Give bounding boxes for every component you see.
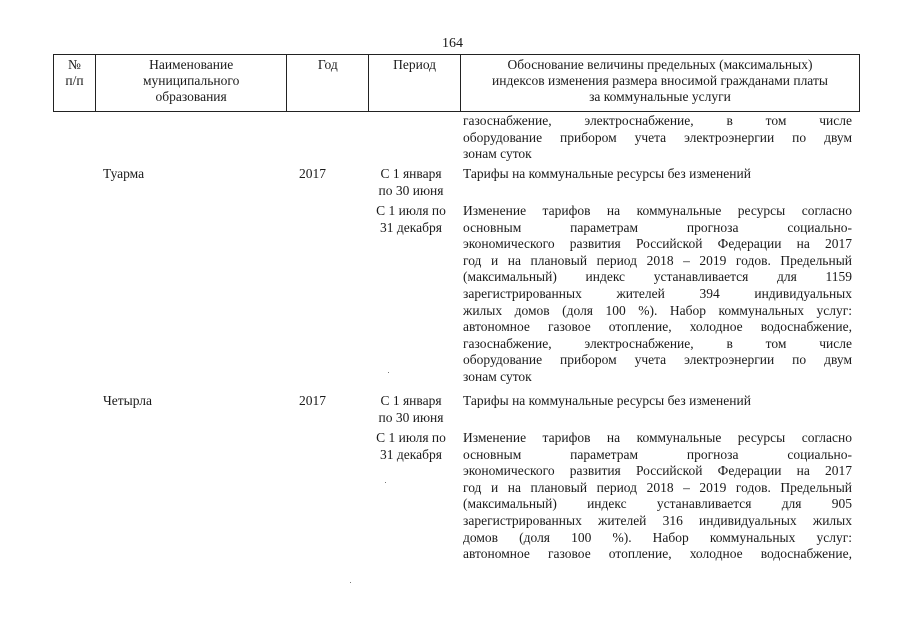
row-year: 2017 [299, 166, 326, 181]
continuation-text: газоснабжение, электроснабжение, в том числе оборудование прибором учета электроэнергии по двум зонам суток [463, 113, 852, 162]
row-period-first-half: С 1 января по 30 июня [378, 166, 444, 198]
header-col-year: Год [287, 55, 369, 111]
header-col-basis: Обоснование величины предельных (максимальных) индексов изменения размера вносимой гражданами платы за коммунальные услуги [492, 57, 828, 104]
row-municipality-name: Туарма [103, 166, 145, 181]
table-header [53, 54, 860, 112]
header-col-period: Период [369, 55, 461, 111]
row-municipality-name: Четырла [103, 393, 153, 408]
row-year: 2017 [299, 393, 326, 408]
row-basis-second-half: Изменение тарифов на коммунальные ресурсы согласно основным параметрам прогноза социально- экономического развития Российской Федерации на 2017 год и на плановый период 2018 – 2019 годов. Предельный (максимальный) индекс устанавливается для 905 зарегистрированных жителей 316 индивидуальных жилых домов (доля 100 %). Набор коммунальных услуг: автономное газовое отопление, холодное водоснабжение, [463, 430, 852, 562]
row-basis-second-half: Изменение тарифов на коммунальные ресурсы согласно основным параметрам прогноза социально- экономического развития Российской Федерации на 2017 год и на плановый период 2018 – 2019 годов. Предельный (максимальный) индекс устанавливается для 1159 зарегистрированных жителей 394 индивидуальных жилых домов (доля 100 %). Набор коммунальных услуг: автономное газовое отопление, холодное водоснабжение, газоснабжение, электроснабжение, в том числе оборудование прибором учета электроэнергии по двум зонам суток [463, 203, 852, 384]
header-col-number: № п/п [54, 55, 96, 111]
row-basis-first-half: Тарифы на коммунальные ресурсы без изменений [463, 166, 751, 181]
scan-speck [385, 482, 386, 483]
header-col-municipality: Наименование муниципального образования [96, 55, 288, 111]
scan-speck [388, 372, 389, 373]
row-basis-first-half: Тарифы на коммунальные ресурсы без изменений [463, 393, 751, 408]
row-period-second-half: С 1 июля по 31 декабря [376, 430, 446, 462]
row-period-first-half: С 1 января по 30 июня [378, 393, 444, 425]
page-number: 164 [442, 36, 463, 51]
scan-speck [350, 582, 351, 583]
row-period-second-half: С 1 июля по 31 декабря [376, 203, 446, 235]
